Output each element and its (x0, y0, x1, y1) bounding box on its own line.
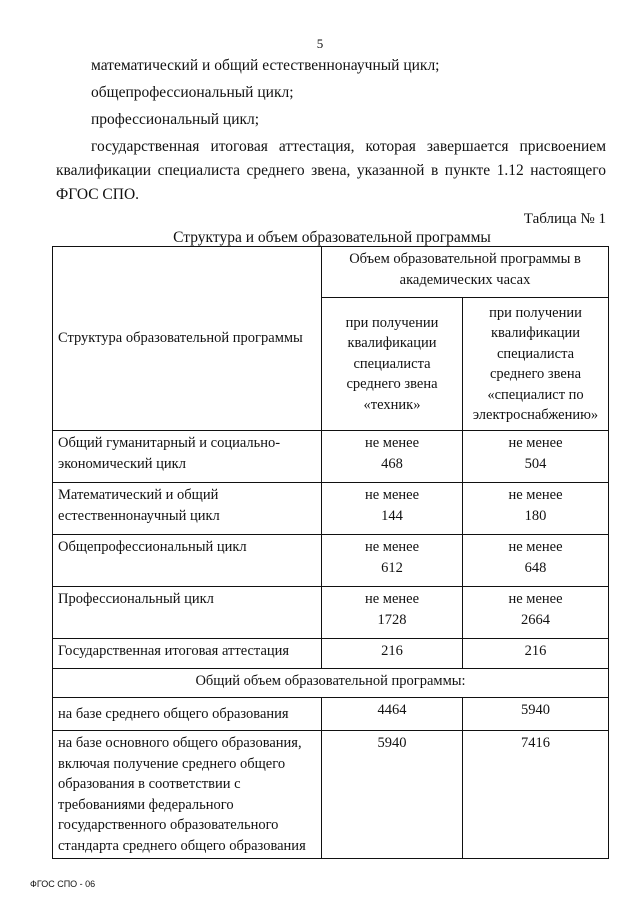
table-row (53, 731, 609, 859)
row-value: 612 (381, 559, 403, 576)
table-row (53, 431, 609, 483)
row-value: 4464 (322, 698, 463, 731)
row-value: 5940 (463, 698, 609, 731)
row-name: на базе среднего общего образования (53, 698, 322, 731)
total-volume-header: Общий объем образовательной программы: (53, 669, 609, 698)
paragraph-general-professional-cycle: общепрофессиональный цикл; (91, 84, 294, 101)
row-value: 468 (381, 455, 403, 472)
table-title: Структура и объем образовательной программы (173, 229, 491, 246)
row-value: 1728 (377, 611, 407, 628)
table-row (53, 535, 609, 587)
row-name: Государственная итоговая аттестация (53, 639, 322, 669)
paragraph-professional-cycle: профессиональный цикл; (91, 111, 260, 128)
table-number: Таблица № 1 (523, 211, 606, 227)
table-row (53, 587, 609, 639)
row-name: Общепрофессиональный цикл (53, 535, 322, 587)
row-value: 504 (524, 455, 547, 472)
row-name: на базе основного общего образования, включая получение среднего общего образования в соответствии с требованиями федерального государственного образовательного стандарта среднего общего образования (53, 731, 322, 859)
row-value-label: не менее (364, 487, 420, 503)
row-value: 7416 (463, 731, 609, 859)
row-value: 5940 (322, 731, 463, 859)
page-number: 5 (316, 36, 324, 51)
row-value: 216 (322, 639, 463, 669)
header-volume-cell: Объем образовательной программы в академических часах (322, 247, 609, 298)
row-value-label: не менее (508, 487, 563, 503)
row-value: 144 (381, 507, 403, 524)
paragraph-attestation-line3: ФГОС СПО. (56, 186, 140, 203)
paragraph-attestation-line2: квалификации специалиста среднего звена, указанной в пункте 1.12 настоящего (56, 162, 606, 179)
header-electro-specialist-cell: при получении квалификации специалиста среднего звена «специалист по электроснабжению» (463, 298, 609, 431)
paragraph-math-cycle: математический и общий естественнонаучный цикл; (91, 57, 440, 74)
row-value: 648 (524, 559, 547, 576)
row-value: 180 (524, 507, 547, 524)
paragraph-attestation-line1: государственная итоговая аттестация, которая завершается присвоением (91, 138, 606, 155)
row-value-label: не менее (508, 591, 563, 607)
row-name: Математический и общий естественнонаучный цикл (53, 483, 322, 535)
table-row (53, 483, 609, 535)
header-structure-cell: Структура образовательной программы (53, 247, 322, 431)
row-value-label: не менее (364, 591, 420, 607)
header-technician-cell: при получении квалификации специалиста среднего звена «техник» (322, 298, 463, 431)
row-name: Профессиональный цикл (53, 587, 322, 639)
row-value: 2664 (521, 611, 550, 628)
row-value-label: не менее (364, 539, 420, 555)
footer-label: ФГОС СПО - 06 (30, 879, 96, 889)
table-row (53, 698, 609, 731)
row-value: 216 (463, 639, 609, 669)
row-value-label: не менее (508, 539, 563, 555)
structure-table (52, 246, 609, 859)
row-name: Общий гуманитарный и социально-экономический цикл (53, 431, 322, 483)
table-row (53, 639, 609, 669)
row-value-label: не менее (508, 435, 563, 451)
row-value-label: не менее (364, 435, 420, 451)
